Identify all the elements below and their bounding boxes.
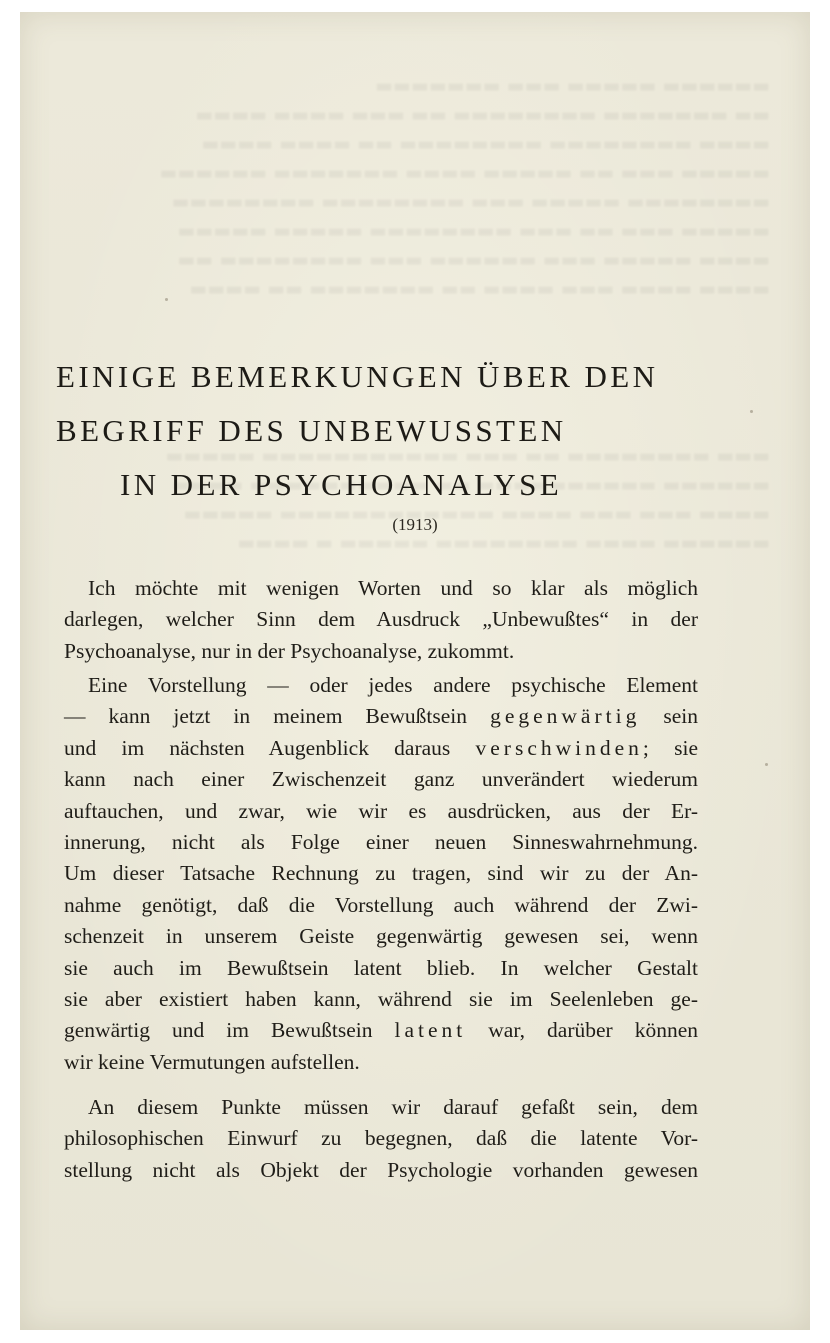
publication-year: (1913) <box>392 515 438 534</box>
paragraph-3 <box>64 1092 698 1186</box>
emphasized-word: verschwinden <box>475 735 643 760</box>
text-line: auftauchen, und zwar, wie wir es ausdrücken, aus der Er- <box>64 798 698 823</box>
text-fragment: war, darüber können <box>466 1018 698 1043</box>
text-line: Ich möchte mit wenigen Worten und so klar als möglich <box>88 576 698 600</box>
text-line: philosophischen Einwurf zu begegnen, daß die latente Vor- <box>64 1126 698 1151</box>
text-line: wir keine Vermutungen aufstellen. <box>64 1049 360 1074</box>
text-line: stellung nicht als Objekt der Psychologie vorhanden gewesen <box>64 1157 698 1182</box>
text-line: sie auch im Bewußtsein latent blieb. In welcher Gestalt <box>64 955 698 980</box>
text-line: darlegen, welcher Sinn dem Ausdruck „Unbewußtes“ in der <box>64 607 698 632</box>
paper-speck <box>165 298 168 301</box>
text-line: Psychoanalyse, nur in der Psychoanalyse, zukommt. <box>64 638 515 663</box>
emphasized-word: latent <box>394 1018 467 1043</box>
text-line: An diesem Punkte müssen wir darauf gefaßt sein, dem <box>88 1095 698 1119</box>
text-line: kann nach einer Zwischenzeit ganz unverändert wiederum <box>64 767 698 792</box>
text-fragment: ; sie <box>642 735 698 760</box>
bleed-through-text <box>60 72 770 304</box>
text-line <box>64 701 698 732</box>
text-line: Um dieser Tatsache Rechnung zu tragen, sind wir zu der An- <box>64 861 698 886</box>
paper-speck <box>765 763 768 766</box>
text-line: sie aber existiert haben kann, während sie im Seelenleben ge- <box>64 987 698 1012</box>
text-fragment: genwärtig und im Bewußtsein <box>64 1018 395 1043</box>
paper-speck <box>750 410 753 413</box>
text-line: nahme genötigt, daß die Vorstellung auch während der Zwi- <box>64 892 698 917</box>
text-line: innerung, nicht als Folge einer neuen Sinneswahrnehmung. <box>64 830 698 855</box>
text-line: schenzeit in unserem Geiste gegenwärtig gewesen sei, wenn <box>64 924 698 949</box>
text-line: Eine Vorstellung — oder jedes andere psychische Element <box>88 673 698 697</box>
paragraph-2 <box>64 670 698 1078</box>
text-line <box>64 1015 698 1046</box>
paragraph-1 <box>64 573 698 667</box>
book-page <box>20 12 810 1330</box>
chapter-title-line-2: BEGRIFF DES UNBEWUSSTEN <box>56 413 567 448</box>
text-fragment: und im nächsten Augenblick daraus <box>64 735 476 760</box>
text-line <box>64 733 698 764</box>
chapter-title-line-1: EINIGE BEMERKUNGEN ÜBER DEN <box>56 359 659 394</box>
text-fragment: — kann jetzt in meinem Bewußtsein <box>64 704 491 729</box>
emphasized-word: gegenwärtig <box>490 704 641 729</box>
text-fragment: sein <box>640 704 699 729</box>
chapter-title-line-3: IN DER PSYCHOANALYSE <box>120 467 563 502</box>
